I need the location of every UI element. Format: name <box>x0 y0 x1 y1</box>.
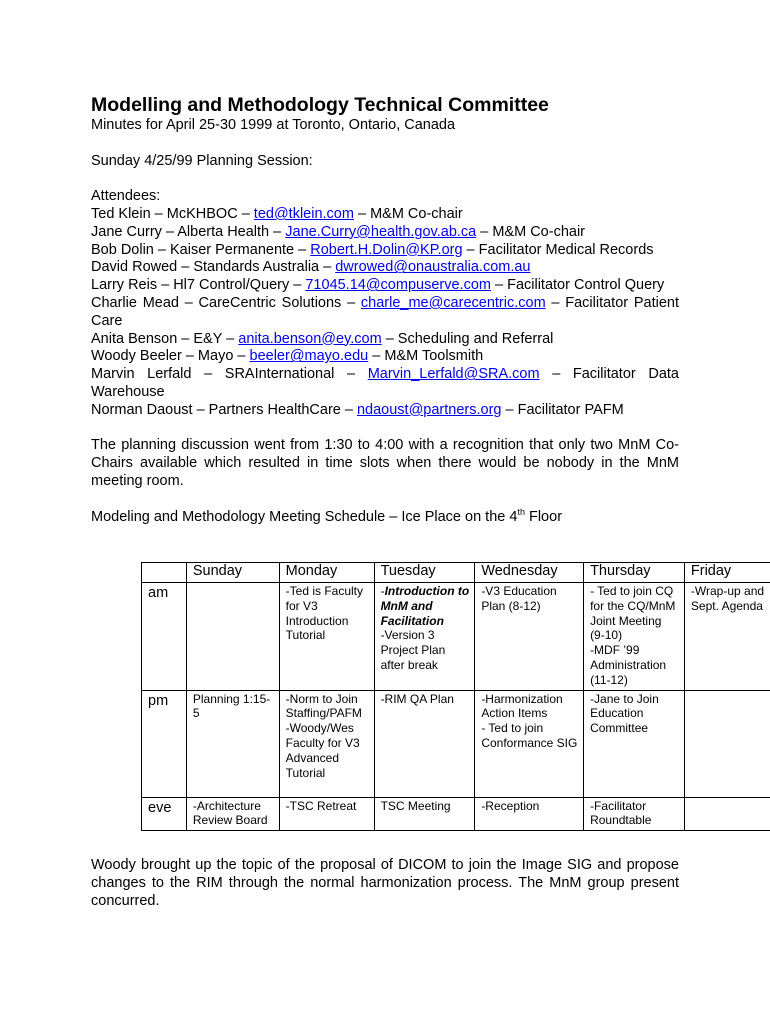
schedule-day-header: Friday <box>684 563 770 583</box>
schedule-corner-cell <box>142 563 187 583</box>
schedule-cell <box>186 690 279 797</box>
attendee-line <box>91 331 679 349</box>
schedule-cell-text: -Norm to Join Staffing/PAFM <box>285 691 362 721</box>
schedule-cell <box>279 797 374 831</box>
schedule-heading <box>91 506 679 527</box>
attendee-role: – Facilitator Patient Care <box>91 294 679 329</box>
attendee-email-link[interactable]: Jane.Curry@health.gov.ab.ca <box>285 223 477 240</box>
schedule-cell <box>279 583 374 691</box>
attendee-role: – Facilitator PAFM <box>501 401 624 418</box>
attendee-name: Norman Daoust – Partners HealthCare – <box>91 401 357 418</box>
schedule-row-label: eve <box>142 797 187 831</box>
attendee-role: – M&M Co-chair <box>353 205 463 222</box>
schedule-cell-text: -Reception <box>481 798 540 813</box>
attendee-line <box>91 224 679 242</box>
schedule-row-label: pm <box>142 690 187 797</box>
attendee-email-link[interactable]: charle_me@carecentric.com <box>360 294 546 311</box>
attendee-name: Anita Benson – E&Y – <box>91 330 239 347</box>
schedule-cell <box>374 797 475 831</box>
schedule-cell-text: -Facilitator Roundtable <box>590 798 652 828</box>
attendees-heading: Attendees: <box>91 188 161 205</box>
schedule-cell-text: - Ted to join Conformance SIG <box>481 721 578 750</box>
schedule-cell <box>475 690 584 797</box>
attendee-role: – Facilitator Control Query <box>490 277 665 294</box>
schedule-cell <box>279 690 374 797</box>
schedule-cell-text: -Version 3 Project Plan after break <box>380 628 446 672</box>
schedule-cell <box>584 797 685 831</box>
schedule-cell <box>684 690 770 797</box>
attendee-line <box>91 206 679 224</box>
attendee-line <box>91 402 679 420</box>
schedule-cell-text: TSC Meeting <box>380 798 451 813</box>
schedule-day-header: Monday <box>279 563 374 583</box>
attendee-line <box>91 295 679 331</box>
schedule-heading-text: Modeling and Methodology Meeting Schedule – Ice Place on the 4 <box>91 508 518 525</box>
attendee-line <box>91 366 679 402</box>
schedule-cell <box>584 583 685 691</box>
attendees-list <box>91 206 679 420</box>
schedule-cell-text: -RIM QA Plan <box>380 691 454 706</box>
schedule-heading-post: Floor <box>524 508 563 525</box>
document-body <box>91 93 679 526</box>
attendee-role: – M&M Toolsmith <box>368 348 484 365</box>
schedule-cell-text: Introduction to MnM and Facilitation <box>380 584 470 628</box>
schedule-day-header: Thursday <box>584 563 685 583</box>
attendee-name: Larry Reis – Hl7 Control/Query – <box>91 277 306 294</box>
attendee-email-link[interactable]: 71045.14@compuserve.com <box>305 277 491 294</box>
schedule-heading-sup: th <box>517 506 525 517</box>
attendee-role: – M&M Co-chair <box>476 223 586 240</box>
session-heading: Sunday 4/25/99 Planning Session: <box>91 152 313 169</box>
attendee-name: Charlie Mead – CareCentric Solutions – <box>91 294 361 311</box>
attendee-email-link[interactable]: beeler@mayo.edu <box>249 348 369 365</box>
schedule-cell-text: Planning 1:15-5 <box>192 691 271 721</box>
schedule-cell <box>475 583 584 691</box>
schedule-day-header: Wednesday <box>475 563 584 583</box>
schedule-cell-text: -TSC Retreat <box>285 798 357 813</box>
schedule-row <box>142 583 770 691</box>
schedule-cell-text: - Ted to join CQ for the CQ/MnM Joint Meeting (9-10) <box>590 584 676 643</box>
attendee-line <box>91 259 679 277</box>
schedule-cell-text: -Architecture Review Board <box>192 798 268 828</box>
attendee-name: Jane Curry – Alberta Health – <box>91 223 286 240</box>
schedule-cell-text: -Ted is Faculty for V3 Introduction Tutorial <box>285 584 364 643</box>
schedule-cell <box>374 690 475 797</box>
schedule-cell <box>684 797 770 831</box>
schedule-row <box>142 690 770 797</box>
attendee-email-link[interactable]: ndaoust@partners.org <box>356 401 502 418</box>
attendee-email-link[interactable]: dwrowed@onaustralia.com.au <box>335 259 531 276</box>
attendee-role: – Facilitator Medical Records <box>462 241 654 258</box>
schedule-cell <box>374 583 475 691</box>
schedule-cell-text: -Woody/Wes Faculty for V3 Advanced Tutorial <box>285 721 360 780</box>
attendee-name: Ted Klein – McKHBOC – <box>91 205 254 222</box>
closing-paragraph: Woody brought up the topic of the proposal of DICOM to join the Image SIG and propose changes to the RIM through the normal harmonization process. The MnM group present concurred. <box>91 857 679 909</box>
page-title: Modelling and Methodology Technical Committee <box>91 94 549 116</box>
attendee-name: David Rowed – Standards Australia – <box>91 259 336 276</box>
subtitle: Minutes for April 25-30 1999 at Toronto, Ontario, Canada <box>91 117 456 133</box>
attendee-email-link[interactable]: Marvin_Lerfald@SRA.com <box>367 366 540 383</box>
closing-section <box>91 857 679 910</box>
attendee-email-link[interactable]: ted@tklein.com <box>253 205 354 222</box>
attendee-name: Bob Dolin – Kaiser Permanente – <box>91 241 311 258</box>
schedule-cell-text: -Jane to Join Education Committee <box>590 691 659 736</box>
attendee-email-link[interactable]: Robert.H.Dolin@KP.org <box>310 241 463 258</box>
attendee-email-link[interactable]: anita.benson@ey.com <box>238 330 382 347</box>
schedule-cell-text: -Harmonization Action Items <box>481 691 563 721</box>
schedule-row <box>142 797 770 831</box>
schedule-cell-text: -MDF ’99 Administration (11-12) <box>590 643 667 687</box>
schedule-day-header: Sunday <box>186 563 279 583</box>
attendee-role: – Scheduling and Referral <box>381 330 554 347</box>
attendee-role: – Facilitator Data Warehouse <box>91 366 679 400</box>
schedule-cell <box>186 583 279 691</box>
planning-paragraph: The planning discussion went from 1:30 to 4:00 with a recognition that only two MnM Co-Chairs available which resulted in time slots when there would be nobody in the MnM meeting room. <box>91 437 679 489</box>
schedule-table <box>141 562 770 831</box>
schedule-cell <box>186 797 279 831</box>
attendee-line <box>91 242 679 260</box>
schedule-cell-text: - <box>380 584 385 598</box>
schedule-header-row <box>142 563 770 583</box>
attendee-line <box>91 277 679 295</box>
schedule-cell <box>684 583 770 691</box>
attendee-line <box>91 348 679 366</box>
schedule-cell-text: -V3 Education Plan (8-12) <box>481 584 557 613</box>
attendee-name: Marvin Lerfald – SRAInternational – <box>91 366 368 383</box>
schedule-day-header: Tuesday <box>374 563 475 583</box>
schedule-cell-text: -Wrap-up and Sept. Agenda <box>690 584 765 613</box>
schedule-row-label: am <box>142 583 187 691</box>
schedule-cell <box>475 797 584 831</box>
attendee-name: Woody Beeler – Mayo – <box>91 348 250 365</box>
schedule-cell <box>584 690 685 797</box>
